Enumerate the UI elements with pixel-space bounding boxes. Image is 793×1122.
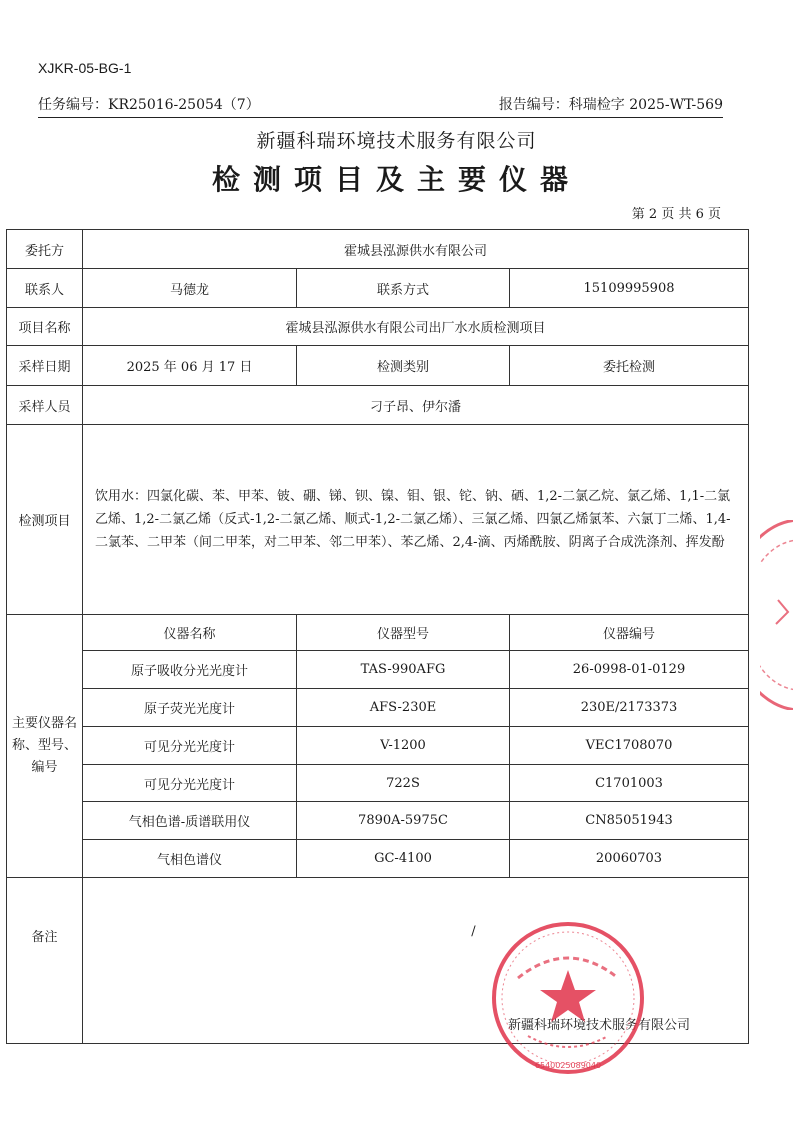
instrument-row	[7, 727, 749, 765]
project-label: 项目名称	[7, 308, 83, 346]
instrument-row	[7, 765, 749, 802]
instrument-model: 7890A-5975C	[297, 802, 510, 840]
sampling-date-value: 2025 年 06 月 17 日	[83, 346, 297, 386]
page-number: 第 2 页 共 6 页	[631, 207, 721, 222]
client-value: 霍城县泓源供水有限公司	[83, 230, 749, 269]
sampling-date-label: 采样日期	[7, 346, 83, 386]
instruments-label: 主要仪器名称、型号、编号	[7, 615, 83, 878]
client-label: 委托方	[7, 230, 83, 269]
sampling-date-row	[7, 346, 749, 386]
project-row	[7, 308, 749, 346]
instrument-serial: 26-0998-01-0129	[510, 651, 749, 689]
instrument-model: AFS-230E	[297, 689, 510, 727]
instrument-serial: VEC1708070	[510, 727, 749, 765]
instrument-row	[7, 840, 749, 878]
paging-seal-icon	[760, 520, 793, 710]
instrument-header-row	[7, 615, 749, 651]
seal-number: 6540025089040	[534, 1061, 602, 1070]
test-items-label: 检测项目	[7, 425, 83, 615]
instrument-row	[7, 689, 749, 727]
sampler-label: 采样人员	[7, 386, 83, 425]
report-number: 报告编号：科瑞检字 2025-WT-569	[498, 97, 723, 113]
instrument-serial: 20060703	[510, 840, 749, 878]
sampler-row	[7, 386, 749, 425]
instrument-serial: C1701003	[510, 765, 749, 802]
footer-company: 新疆科瑞环境技术服务有限公司	[508, 1018, 691, 1033]
instrument-model: TAS-990AFG	[297, 651, 510, 689]
instrument-serial: 230E/2173373	[510, 689, 749, 727]
instrument-name: 原子吸收分光光度计	[83, 651, 297, 689]
instrument-model: GC-4100	[297, 840, 510, 878]
company-name: 新疆科瑞环境技术服务有限公司	[256, 130, 537, 152]
company-seal-icon	[488, 918, 648, 1078]
test-type-label: 检测类别	[297, 346, 510, 386]
instrument-row	[7, 802, 749, 840]
page-title: 检测项目及主要仪器	[211, 163, 581, 196]
instrument-name: 可见分光光度计	[83, 727, 297, 765]
contact-label: 联系人	[7, 269, 83, 308]
test-items-row	[7, 425, 749, 615]
instrument-header-serial: 仪器编号	[510, 615, 749, 651]
task-number: 任务编号：KR25016-25054（7）	[38, 97, 260, 113]
instrument-header-name: 仪器名称	[83, 615, 297, 651]
header-divider	[38, 117, 723, 118]
instrument-model: 722S	[297, 765, 510, 802]
test-items-value: 饮用水：四氯化碳、苯、甲苯、铍、硼、锑、钡、镍、钼、银、铊、钠、硒、1,2-二氯乙烷、氯乙烯、1,1-二氯乙烯、1,2-二氯乙烯（反式-1,2-二氯乙烯、顺式-1,2-二氯乙烯）、三氯乙烯、四氯乙烯氯苯、六氯丁二烯、1,4-二氯苯、二甲苯（间二甲苯，对二甲苯、邻二甲苯）、苯乙烯、2,4-滴、丙烯酰胺、阴离子合成洗涤剂、挥发酚	[83, 425, 749, 615]
remarks-label: 备注	[7, 878, 83, 1044]
sampler-value: 刁子昂、伊尔潘	[83, 386, 749, 425]
document-code: XJKR-05-BG-1	[38, 60, 132, 76]
contact-method-label: 联系方式	[297, 269, 510, 308]
instrument-header-model: 仪器型号	[297, 615, 510, 651]
project-value: 霍城县泓源供水有限公司出厂水水质检测项目	[83, 308, 749, 346]
contact-value: 马德龙	[83, 269, 297, 308]
instrument-row	[7, 651, 749, 689]
instrument-model: V-1200	[297, 727, 510, 765]
test-type-value: 委托检测	[510, 346, 749, 386]
contact-row	[7, 269, 749, 308]
remarks-value: /	[83, 878, 749, 1044]
client-row	[7, 230, 749, 269]
instrument-name: 可见分光光度计	[83, 765, 297, 802]
contact-method-value: 15109995908	[510, 269, 749, 308]
instrument-serial: CN85051943	[510, 802, 749, 840]
instrument-name: 气相色谱仪	[83, 840, 297, 878]
instrument-name: 气相色谱-质谱联用仪	[83, 802, 297, 840]
instrument-name: 原子荧光光度计	[83, 689, 297, 727]
